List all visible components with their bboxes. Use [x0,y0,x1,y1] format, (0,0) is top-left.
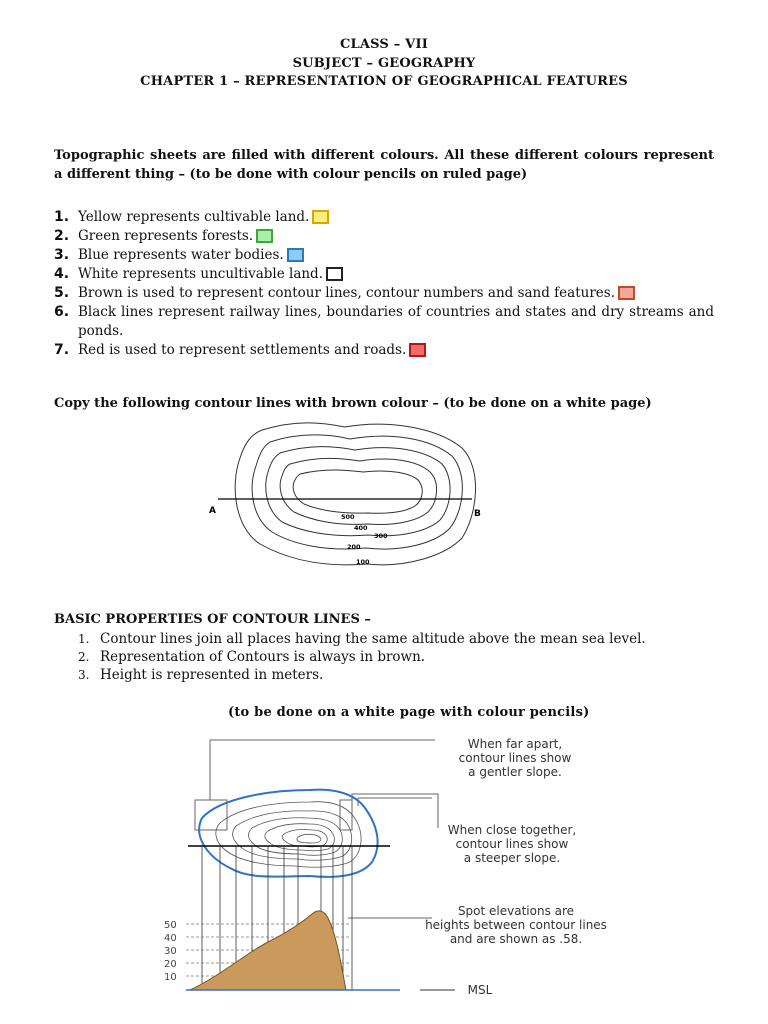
note-close-line1: When close together, [447,823,577,837]
note-far-apart-line1: When far apart, [467,737,563,751]
subject-title: SUBJECT – GEOGRAPHY [292,56,476,71]
msl-label: MSL [467,983,493,997]
class-title: CLASS – VII [339,37,429,52]
note-spot-line1: Spot elevations are [457,904,575,918]
blue-swatch [287,248,304,262]
contour-label-400: 400 [354,524,368,532]
list-item: 7. Red is used to represent settlements and roads. [54,341,714,360]
note-far-apart-line3: a gentler slope. [468,765,562,779]
note-close-line3: a steeper slope. [463,851,561,865]
list-item: 5. Brown is used to represent contour lines, contour numbers and sand features. [54,284,714,303]
list-item: 4. White represents uncultivable land. [54,265,714,284]
contour-label-200: 200 [347,543,361,551]
list-item: 3. Blue represents water bodies. [54,246,714,265]
chapter-title: CHAPTER 1 – REPRESENTATION OF GEOGRAPHICAL FEATURES [140,74,628,89]
contour-label-300: 300 [374,532,388,540]
list-item: 1. Yellow represents cultivable land. [54,208,714,227]
brown-swatch [618,286,635,300]
label-b: B [474,509,481,519]
contour-slope-figure [150,728,620,1010]
red-swatch [409,343,426,357]
contour-500 [293,470,422,513]
note-close-line2: contour lines show [455,837,569,851]
contour-label-500: 500 [341,513,355,521]
colour-list [54,208,714,360]
height-label-20: 20 [164,959,177,970]
height-label-30: 30 [164,946,177,957]
height-label-50: 50 [164,920,177,931]
green-swatch [256,229,273,243]
leader-far-apart [210,740,435,800]
properties-list [78,630,646,684]
note-spot-line3: and are shown as .58. [449,932,583,946]
list-item: 6. Black lines represent railway lines, boundaries of countries and states and dry streams and ponds. [54,304,714,339]
label-a: A [209,506,216,516]
slope-instruction: (to be done on a white page with colour pencils) [228,705,590,720]
white-swatch [326,267,343,281]
contour-lines-figure [200,418,500,578]
note-spot-line2: heights between contour lines [425,918,607,932]
list-item: 2. Green represents forests. [54,227,714,246]
properties-heading: BASIC PROPERTIES OF CONTOUR LINES – [54,612,371,627]
height-label-40: 40 [164,933,177,944]
intro-paragraph: Topographic sheets are filled with different colours. All these different colours represent a different thing – (to be done with colour pencils on ruled page) [54,148,714,182]
yellow-swatch [312,210,329,224]
note-far-apart-line2: contour lines show [458,751,572,765]
list-item: 1. Contour lines join all places having the same altitude above the mean sea level. [78,631,646,647]
contour-400 [280,458,436,524]
contour-label-100: 100 [356,558,370,566]
list-item: 3. Height is represented in meters. [78,667,324,683]
height-label-10: 10 [164,972,177,983]
copy-instruction: Copy the following contour lines with brown colour – (to be done on a white page) [54,396,652,411]
list-item: 2. Representation of Contours is always in brown. [78,649,426,665]
